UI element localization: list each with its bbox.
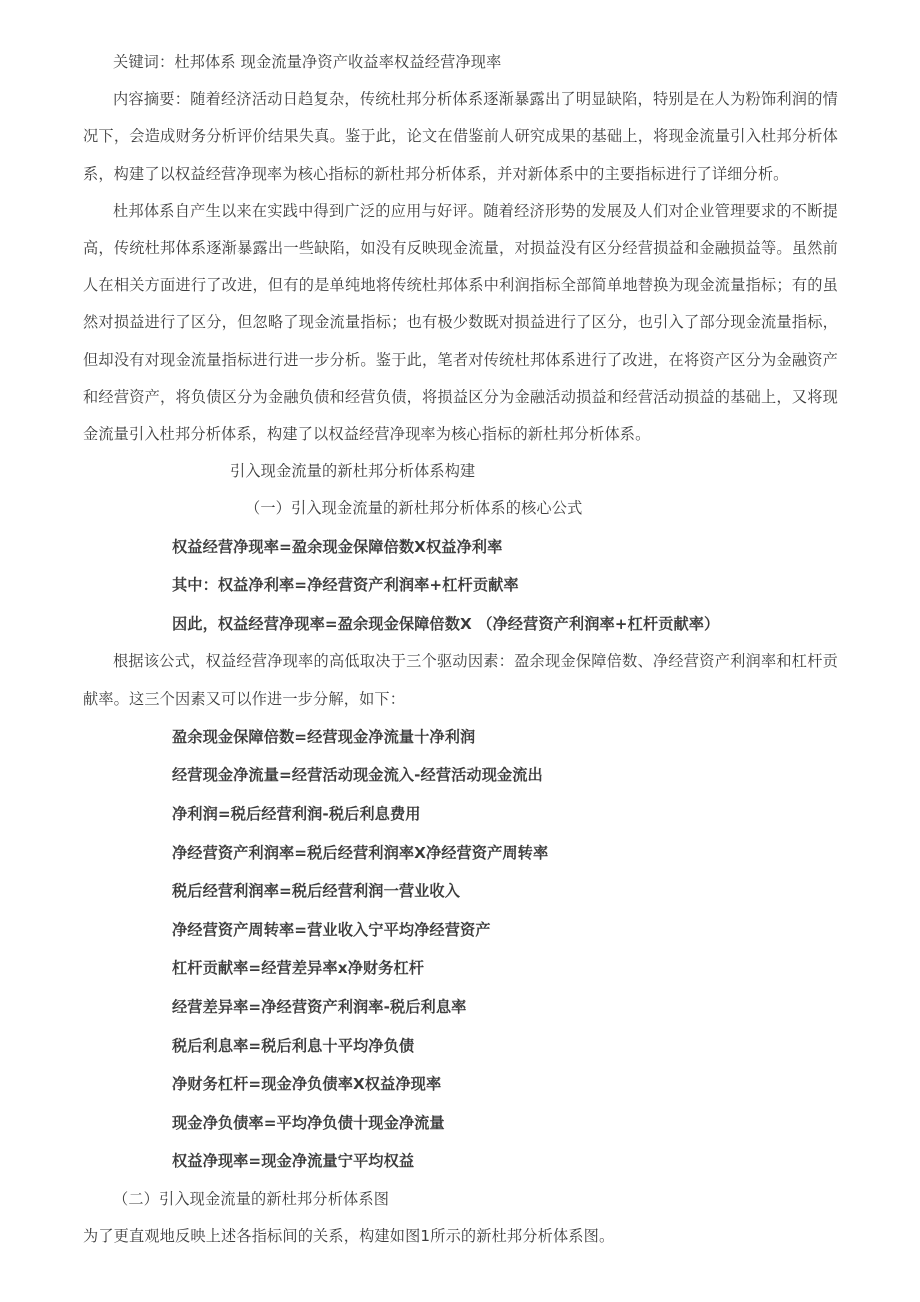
formula-line: 现金净负债率=平均净负债十现金净流量 — [172, 1113, 445, 1132]
formula-line: 税后经营利润率=税后经营利润一营业收入 — [172, 882, 461, 901]
formula-line: 其中：权益净利率=净经营资产利润率+杠杆贡献率 — [172, 576, 519, 595]
formula-line: 净经营资产利润率=税后经营利润率X净经营资产周转率 — [172, 843, 549, 862]
formula-line: 净经营资产周转率=营业收入宁平均净经营资产 — [172, 920, 491, 939]
formula-line: 盈余现金保障倍数=经营现金净流量十净利润 — [172, 727, 476, 746]
subsection-2-title: （二）引入现金流量的新杜邦分析体系图 — [113, 1189, 390, 1208]
body-paragraph-1: 杜邦体系自产生以来在实践中得到广泛的应用与好评。随着经济形势的发展及人们对企业管理要求的不断提高，传统杜邦体系逐渐暴露出一些缺陷，如没有反映现金流量，对损益没有区分经营损益和金融损益等。虽然前人在相关方面进行了改进，但有的是单纯地将传统杜邦体系中利润指标全部简单地替换为现金流量指标；有的虽然对损益进行了区分，但忽略了现金流量指标；也有极少数既对损益进行了区分，也引入了部分现金流量指标，但却没有对现金流量指标进行进一步分析。鉴于此，笔者对传统杜邦体系进行了改进，在将资产区分为金融资产和经营资产，将负债区分为金融负债和经营负债，将损益区分为金融活动损益和经营活动损益的基础上，又将现金流量引入杜邦分析体系，构建了以权益经营净现率为核心指标的新杜邦分析体系。 — [83, 201, 838, 444]
formula-line: 税后利息率=税后利息十平均净负债 — [172, 1036, 415, 1055]
body-paragraph-3: 为了更直观地反映上述各指标间的关系，构建如图1所示的新杜邦分析体系图。 — [83, 1227, 615, 1246]
document-content — [83, 44, 838, 1255]
formula-line: 权益净现率=现金净流量宁平均权益 — [172, 1152, 415, 1171]
formula-line: 权益经营净现率=盈余现金保障倍数X权益净利率 — [172, 537, 503, 556]
core-formula-list — [83, 528, 838, 644]
body-paragraph-2: 根据该公式，权益经营净现率的高低取决于三个驱动因素：盈余现金保障倍数、净经营资产利润率和杠杆贡献率。这三个因素又可以作进一步分解，如下： — [83, 652, 838, 708]
formula-line: 净利润=税后经营利润-税后利息费用 — [172, 805, 421, 824]
formula-line: 经营差异率=净经营资产利润率-税后利息率 — [172, 997, 467, 1016]
keywords-line: 关键词：杜邦体系 现金流量净资产收益率权益经营净现率 — [113, 53, 502, 71]
formula-line: 净财务杠杆=现金净负债率X权益净现率 — [172, 1075, 442, 1094]
subsection-1-title: （一）引入现金流量的新杜邦分析体系的核心公式 — [245, 499, 583, 518]
formula-line: 经营现金净流量=经营活动现金流入-经营活动现金流出 — [172, 766, 543, 785]
abstract-paragraph: 内容摘要：随着经济活动日趋复杂，传统杜邦分析体系逐渐暴露出了明显缺陷，特别是在人为粉饰利润的情况下，会造成财务分析评价结果失真。鉴于此，论文在借鉴前人研究成果的基础上，将现金流量引入杜邦分析体系，构建了以权益经营净现率为核心指标的新杜邦分析体系，并对新体系中的主要指标进行了详细分析。 — [83, 90, 838, 183]
formula-line: 杠杆贡献率=经营差异率x净财务杠杆 — [172, 959, 425, 978]
formula-line: 因此，权益经营净现率=盈余现金保障倍数X （净经营资产利润率+杠杆贡献率） — [172, 614, 720, 633]
section-title: 引入现金流量的新杜邦分析体系构建 — [230, 462, 476, 481]
decomposition-formula-list — [83, 718, 838, 1181]
